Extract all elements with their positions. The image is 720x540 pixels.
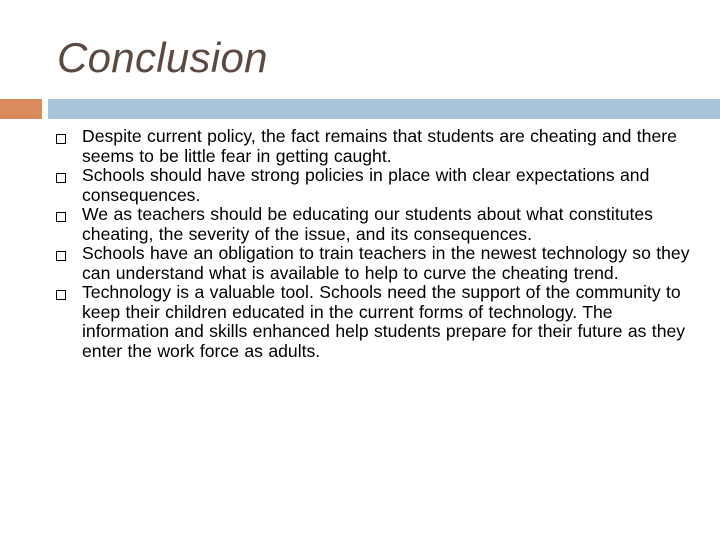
checkbox-icon	[56, 173, 66, 183]
slide-title: Conclusion	[57, 34, 268, 81]
list-item	[0, 283, 720, 361]
checkbox-icon	[56, 134, 66, 144]
bullet-text: Schools should have strong policies in place with clear expectations and consequences.	[82, 165, 650, 205]
title-accent-bar	[0, 99, 42, 119]
list-item	[0, 127, 720, 166]
list-item	[0, 166, 720, 205]
checkbox-icon	[56, 290, 66, 300]
bullet-text: We as teachers should be educating our students about what constitutes cheating, the severity of the issue, and its consequences.	[82, 204, 653, 244]
bullet-list	[0, 127, 720, 361]
bullet-text: Technology is a valuable tool. Schools need the support of the community to keep their children educated in the current forms of technology. The information and skills enhanced help students prepare for their future as they enter the work force as adults.	[82, 282, 686, 361]
checkbox-icon	[56, 251, 66, 261]
list-item	[0, 205, 720, 244]
bullet-text: Despite current policy, the fact remains that students are cheating and there seems to be little fear in getting caught.	[82, 126, 677, 166]
list-item	[0, 244, 720, 283]
bullet-text: Schools have an obligation to train teachers in the newest technology so they can understand what is available to help to curve the cheating trend.	[82, 243, 690, 283]
checkbox-icon	[56, 212, 66, 222]
title-divider-bar	[48, 99, 720, 119]
